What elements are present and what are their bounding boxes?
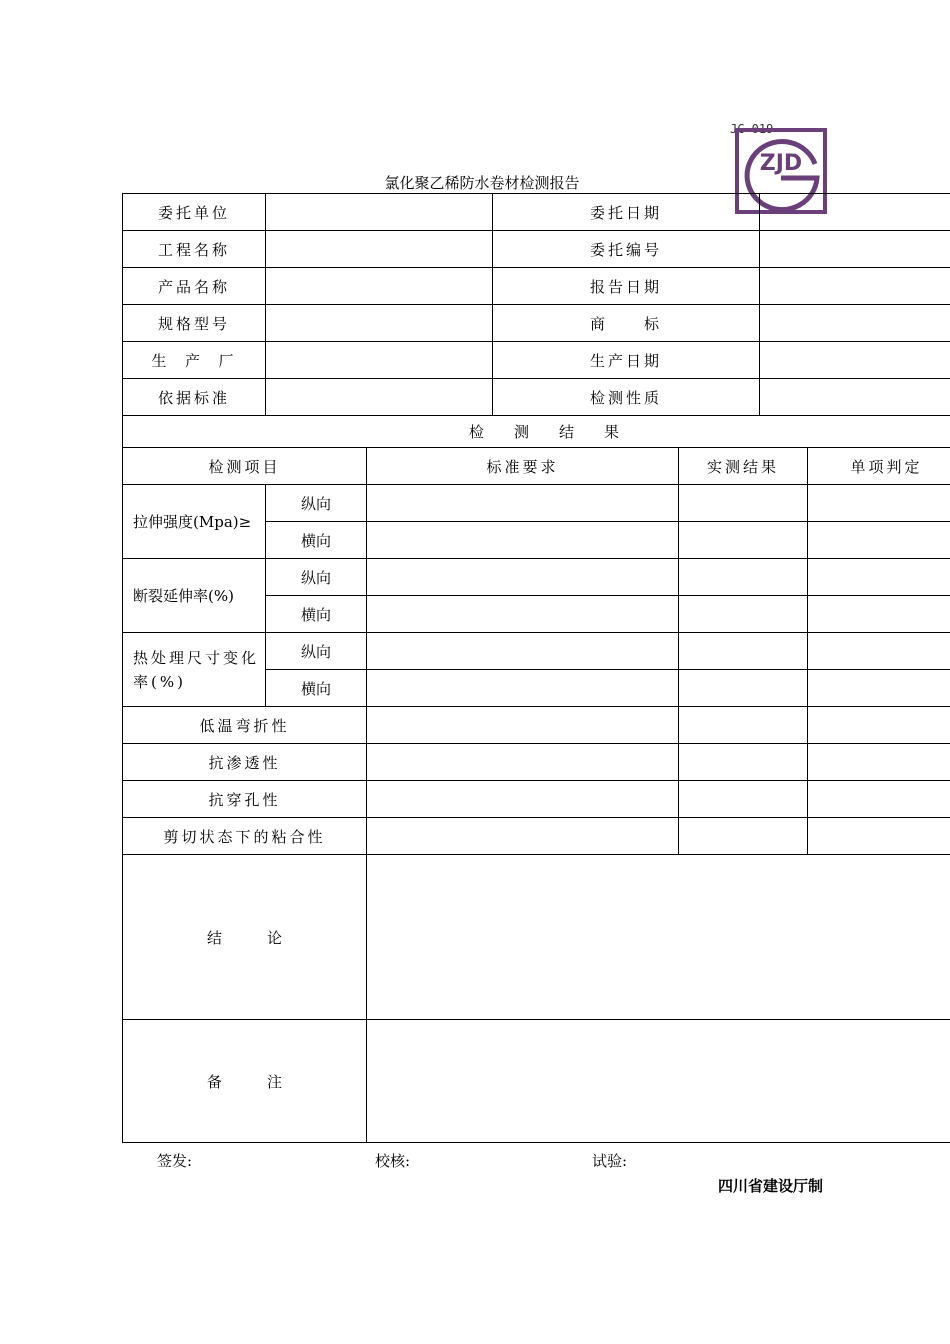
- remarks-label: 备 注: [123, 1020, 367, 1143]
- label-entrust-date: 委托日期: [493, 194, 760, 231]
- measured-cell[interactable]: [679, 670, 808, 707]
- standard-cell[interactable]: [367, 707, 679, 744]
- measured-cell[interactable]: [679, 485, 808, 522]
- measured-cell[interactable]: [679, 522, 808, 559]
- issuer: 四川省建设厅制: [718, 1177, 824, 1195]
- measured-cell[interactable]: [679, 707, 808, 744]
- conclusion-label: 结 论: [123, 855, 367, 1020]
- direction-longitudinal: 纵向: [266, 633, 367, 670]
- item-impermeability: 抗渗透性: [123, 744, 367, 781]
- form-code: JC-019: [730, 122, 774, 136]
- column-header-row: [123, 448, 950, 485]
- label-manufacturer: 生 产 厂: [123, 342, 266, 379]
- label-report-date: 报告日期: [493, 268, 760, 305]
- direction-longitudinal: 纵向: [266, 485, 367, 522]
- label-trademark: 商 标: [493, 305, 760, 342]
- label-spec: 规格型号: [123, 305, 266, 342]
- item-tensile: 拉伸强度(Mpa)≥: [123, 485, 266, 559]
- label-product: 产品名称: [123, 268, 266, 305]
- conclusion-value[interactable]: [367, 855, 950, 1020]
- label-project: 工程名称: [123, 231, 266, 268]
- test-row: [123, 485, 950, 522]
- test-row: [123, 781, 950, 818]
- logo-text: ZJD: [759, 151, 803, 176]
- standard-cell[interactable]: [367, 596, 679, 633]
- value-project[interactable]: [266, 231, 493, 268]
- value-entrust-no[interactable]: [760, 231, 950, 268]
- info-row: [123, 305, 950, 342]
- standard-cell[interactable]: [367, 522, 679, 559]
- standard-cell[interactable]: [367, 818, 679, 855]
- conclusion-row: [123, 855, 950, 1020]
- measured-cell[interactable]: [679, 744, 808, 781]
- label-production-date: 生产日期: [493, 342, 760, 379]
- standard-cell[interactable]: [367, 485, 679, 522]
- direction-transverse: 横向: [266, 596, 367, 633]
- verdict-cell[interactable]: [808, 707, 950, 744]
- standard-cell[interactable]: [367, 559, 679, 596]
- footer-check: 校核:: [375, 1152, 411, 1170]
- test-row: [123, 633, 950, 670]
- measured-cell[interactable]: [679, 559, 808, 596]
- direction-longitudinal: 纵向: [266, 559, 367, 596]
- value-spec[interactable]: [266, 305, 493, 342]
- info-row: [123, 194, 950, 231]
- verdict-cell[interactable]: [808, 670, 950, 707]
- standard-cell[interactable]: [367, 633, 679, 670]
- results-header-row: [123, 416, 950, 448]
- item-shear: 剪切状态下的粘合性: [123, 818, 367, 855]
- verdict-cell[interactable]: [808, 781, 950, 818]
- info-row: [123, 379, 950, 416]
- results-header: 检 测 结 果: [123, 416, 950, 448]
- item-elongation: 断裂延伸率(%): [123, 559, 266, 633]
- test-row: [123, 707, 950, 744]
- item-low-temp: 低温弯折性: [123, 707, 367, 744]
- label-entrust-no: 委托编号: [493, 231, 760, 268]
- label-test-nature: 检测性质: [493, 379, 760, 416]
- measured-cell[interactable]: [679, 781, 808, 818]
- item-heat-change: 热处理尺寸变化率(%): [123, 633, 266, 707]
- value-report-date[interactable]: [760, 268, 950, 305]
- standard-cell[interactable]: [367, 781, 679, 818]
- value-client[interactable]: [266, 194, 493, 231]
- label-standard: 依据标准: [123, 379, 266, 416]
- label-client: 委托单位: [123, 194, 266, 231]
- value-product[interactable]: [266, 268, 493, 305]
- test-row: [123, 744, 950, 781]
- value-test-nature[interactable]: [760, 379, 950, 416]
- verdict-cell[interactable]: [808, 559, 950, 596]
- standard-cell[interactable]: [367, 670, 679, 707]
- remarks-value[interactable]: [367, 1020, 950, 1143]
- info-row: [123, 342, 950, 379]
- measured-cell[interactable]: [679, 818, 808, 855]
- col-standard: 标准要求: [367, 448, 679, 485]
- test-row: [123, 559, 950, 596]
- verdict-cell[interactable]: [808, 522, 950, 559]
- footer-test: 试验:: [592, 1152, 628, 1170]
- standard-cell[interactable]: [367, 744, 679, 781]
- verdict-cell[interactable]: [808, 818, 950, 855]
- measured-cell[interactable]: [679, 633, 808, 670]
- info-row: [123, 268, 950, 305]
- verdict-cell[interactable]: [808, 596, 950, 633]
- measured-cell[interactable]: [679, 596, 808, 633]
- value-production-date[interactable]: [760, 342, 950, 379]
- value-trademark[interactable]: [760, 305, 950, 342]
- item-puncture: 抗穿孔性: [123, 781, 367, 818]
- col-measured: 实测结果: [679, 448, 808, 485]
- direction-transverse: 横向: [266, 522, 367, 559]
- direction-transverse: 横向: [266, 670, 367, 707]
- remarks-row: [123, 1020, 950, 1143]
- report-table: [122, 193, 950, 1143]
- test-row: [123, 818, 950, 855]
- verdict-cell[interactable]: [808, 633, 950, 670]
- value-manufacturer[interactable]: [266, 342, 493, 379]
- info-row: [123, 231, 950, 268]
- value-standard[interactable]: [266, 379, 493, 416]
- col-item: 检测项目: [123, 448, 367, 485]
- footer-sign: 签发:: [157, 1152, 193, 1170]
- verdict-cell[interactable]: [808, 744, 950, 781]
- value-entrust-date[interactable]: [760, 194, 950, 231]
- col-verdict: 单项判定: [808, 448, 950, 485]
- verdict-cell[interactable]: [808, 485, 950, 522]
- document-title: 氯化聚乙稀防水卷材检测报告: [384, 174, 580, 192]
